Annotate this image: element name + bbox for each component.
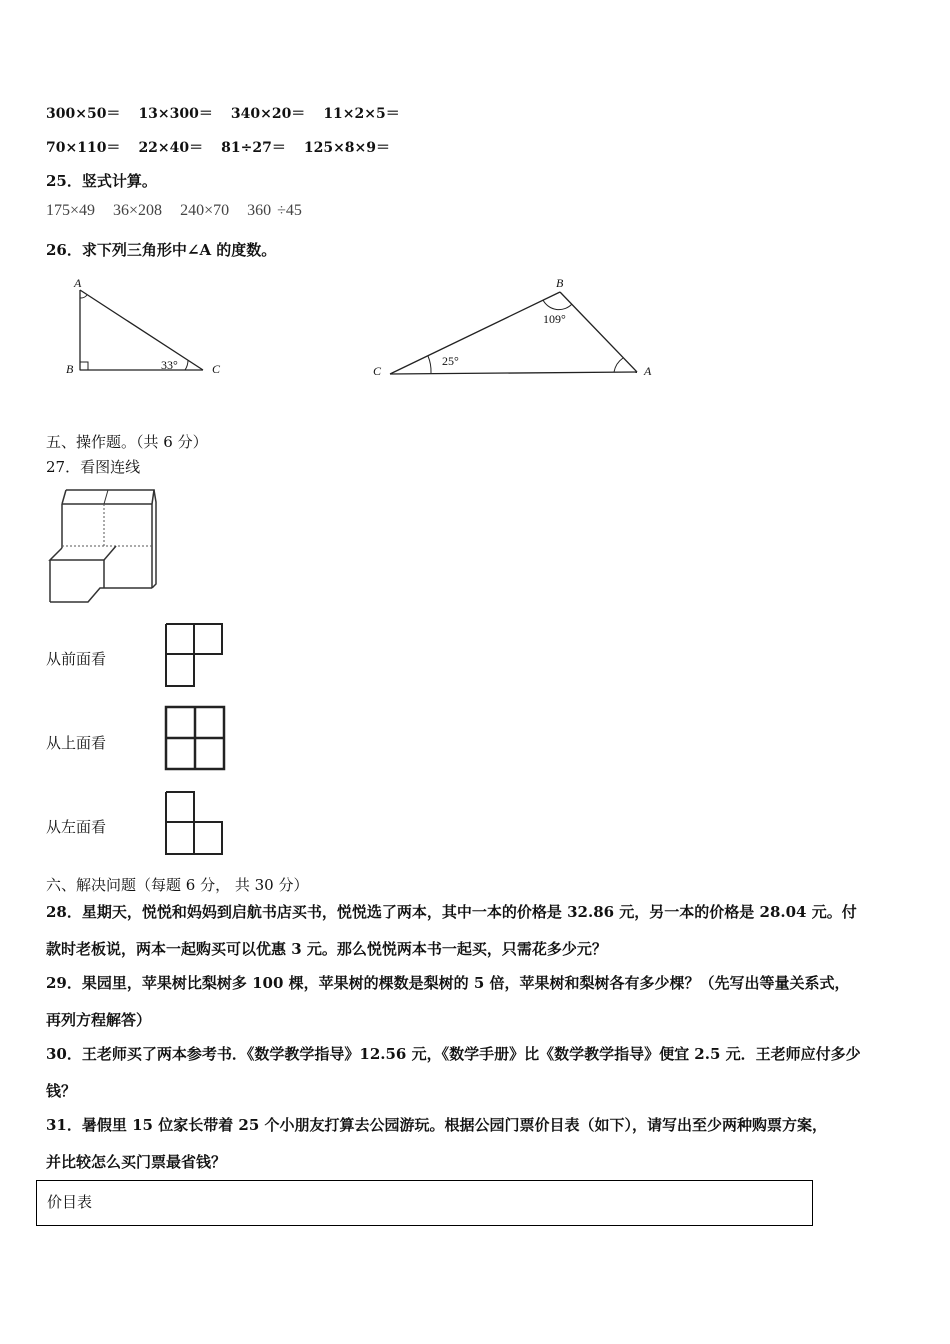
- q28-line-1: 28．星期天，悦悦和妈妈到启航书店买书，悦悦选了两本，其中一本的价格是 32.86 元，另一本的价格是 28.04 元。付: [46, 903, 857, 921]
- q30-line-1: 30．王老师买了两本参考书．《数学教学指导》12.56 元，《数学手册》比《数学教学指导》便宜 2.5 元．王老师应付多少: [46, 1045, 861, 1063]
- calc-item: 300×50＝: [46, 106, 121, 122]
- q27-title: 27．看图连线: [46, 458, 141, 476]
- triangle-1-figure: [60, 272, 230, 382]
- tri2-angle-c: 25°: [442, 354, 459, 368]
- section-6-title: 六、解决问题（每题 6 分， 共 30 分）: [46, 876, 309, 894]
- price-table-label: 价目表: [47, 1193, 93, 1211]
- tri1-angle-c: 33°: [161, 358, 178, 372]
- view-top-figure: [164, 705, 228, 771]
- q28-line-2: 款时老板说，两本一起购买可以优惠 3 元。那么悦悦两本书一起买，只需花多少元？: [46, 940, 607, 958]
- q29-line-2: 再列方程解答）: [46, 1011, 152, 1029]
- q29-line-1: 29．果园里，苹果树比梨树多 100 棵，苹果树的棵数是梨树的 5 倍，苹果树和梨树各有多少棵？（先写出等量关系式，: [46, 974, 850, 992]
- view-front-figure: [164, 622, 226, 688]
- view-label-left: 从左面看: [46, 818, 107, 836]
- q25-title: 25．竖式计算。: [46, 172, 157, 190]
- vertical-calc-item: 360 ÷45: [247, 202, 302, 219]
- q26-title: 26．求下列三角形中∠A 的度数。: [46, 241, 277, 259]
- view-label-top: 从上面看: [46, 734, 107, 752]
- tri1-label-a: A: [74, 276, 82, 290]
- view-label-front: 从前面看: [46, 650, 107, 668]
- price-table: [36, 1180, 813, 1226]
- vertical-calc-item: 175×49: [46, 202, 96, 219]
- q30-line-2: 钱？: [46, 1082, 77, 1100]
- calc-item: 70×110＝: [46, 140, 121, 156]
- calc-item: 22×40＝: [138, 140, 204, 156]
- calc-item: 340×20＝: [230, 106, 306, 122]
- calc-item: 81÷27＝: [221, 140, 286, 156]
- tri2-angle-b: 109°: [543, 312, 566, 326]
- oral-calc-row-1: [46, 103, 418, 123]
- calc-item: 11×2×5＝: [323, 106, 400, 122]
- calc-item: 125×8×9＝: [303, 140, 391, 156]
- tri1-label-c: C: [212, 362, 221, 376]
- q31-line-1: 31．暑假里 15 位家长带着 25 个小朋友打算去公园游玩。根据公园门票价目表（如下），请写出至少两种购票方案，: [46, 1116, 828, 1134]
- tri1-label-b: B: [66, 362, 74, 376]
- vertical-calc-item: 240×70: [180, 202, 230, 219]
- section-5-title: 五、操作题。（共 6 分）: [46, 433, 208, 451]
- oral-calc-row-2: [46, 137, 408, 157]
- cube-stack-figure: [44, 488, 164, 608]
- tri2-label-a: A: [644, 364, 652, 378]
- triangle-2-figure: [380, 282, 660, 382]
- calc-item: 13×300＝: [138, 106, 213, 122]
- view-left-figure: [164, 790, 226, 856]
- q31-line-2: 并比较怎么买门票最省钱？: [46, 1153, 227, 1171]
- tri2-label-c: C: [373, 364, 382, 378]
- tri2-label-b: B: [556, 276, 564, 290]
- q25-items: [46, 202, 302, 220]
- vertical-calc-item: 36×208: [113, 202, 163, 219]
